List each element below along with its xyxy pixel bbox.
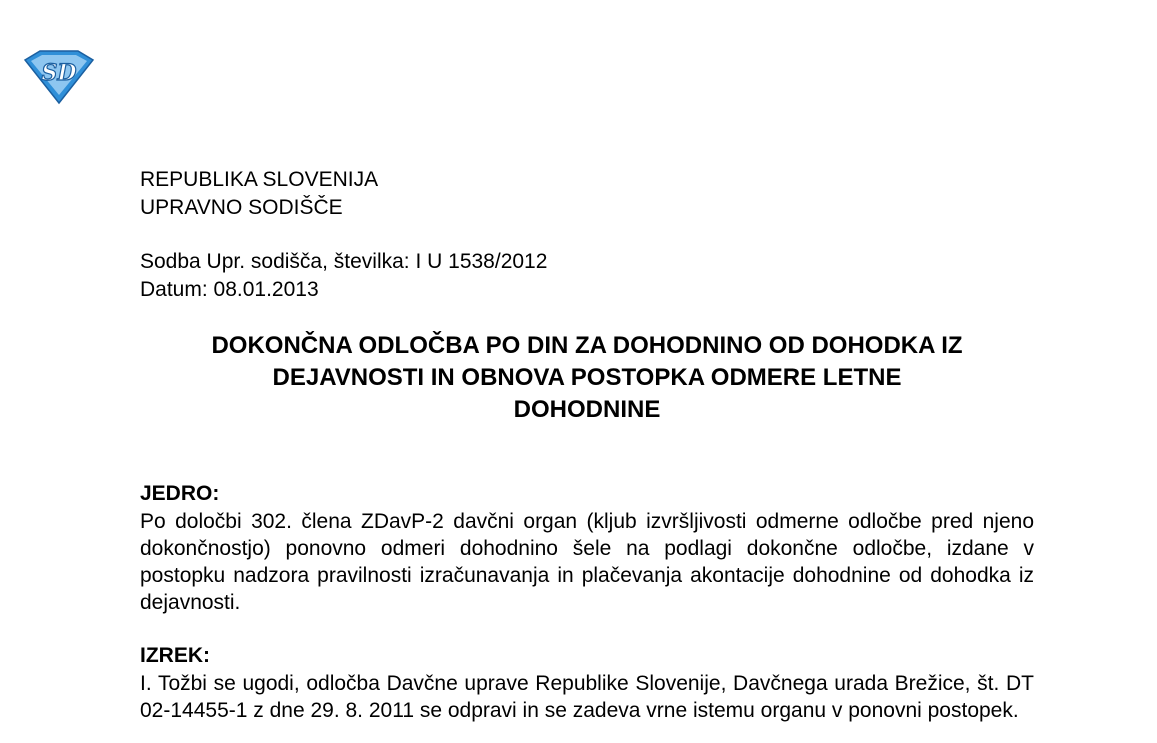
country-name: REPUBLIKA SLOVENIJA [140, 168, 379, 191]
title-line-3: DOHODNINE [513, 396, 661, 423]
jedro-text: Po določbi 302. člena ZDavP-2 davčni organ (kljub izvršljivosti odmerne odločbe pred njeno dokončnostjo) ponovno odmeri dohodnino šele na podlagi dokončne odločbe, izdane v postopku nadzora pravilnosti izračunavanja in plačevanja akontacije dohodnine od dohodka iz dejavnosti. [140, 510, 1034, 614]
court-name: UPRAVNO SODIŠČE [140, 196, 343, 219]
title-line-2: DEJAVNOSTI IN OBNOVA POSTOPKA ODMERE LETNE [272, 364, 902, 391]
document-title [140, 330, 1034, 426]
jedro-heading: JEDRO: [140, 482, 220, 505]
title-line-1: DOKONČNA ODLOČBA PO DIN ZA DOHODNINO OD DOHODKA IZ [211, 332, 963, 359]
case-number: Sodba Upr. sodišča, številka: I U 1538/2012 [140, 250, 548, 273]
court-header [140, 166, 1034, 222]
izrek-section [140, 642, 1034, 724]
izrek-heading: IZREK: [140, 644, 210, 667]
case-reference [140, 248, 1034, 304]
jedro-section [140, 480, 1034, 616]
izrek-text: I. Tožbi se ugodi, odločba Davčne uprave Republike Slovenije, Davčnega urada Brežice, št. DT 02-14455-1 z dne 29. 8. 2011 se odpravi in se zadeva vrne istemu organu v ponovni postopek. [140, 672, 1034, 722]
decision-date: Datum: 08.01.2013 [140, 278, 319, 301]
svg-text:SD: SD [41, 60, 77, 86]
sd-shield-logo-icon [22, 48, 96, 106]
